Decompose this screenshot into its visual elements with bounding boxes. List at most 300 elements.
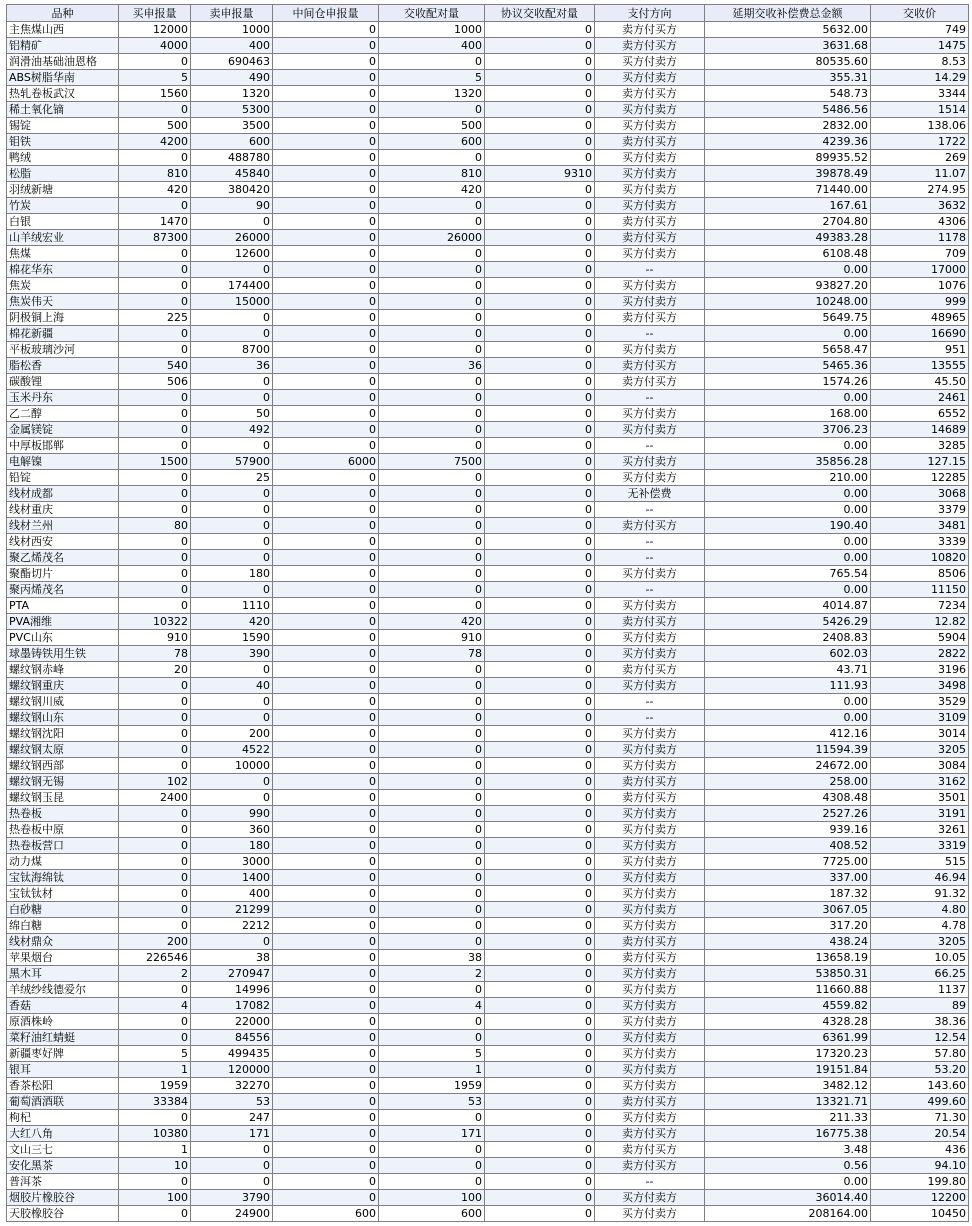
cell-intermediary-qty: 0 xyxy=(273,902,379,918)
cell-intermediary-qty: 0 xyxy=(273,934,379,950)
cell-sell-qty: 0 xyxy=(191,790,273,806)
cell-settlement-price: 515 xyxy=(871,854,969,870)
table-row xyxy=(7,662,969,678)
cell-payment-direction: 买方付卖方 xyxy=(595,726,705,742)
cell-matched-qty: 0 xyxy=(379,598,485,614)
cell-agreement-matched-qty: 0 xyxy=(485,1110,595,1126)
table-row xyxy=(7,1190,969,1206)
cell-matched-qty: 0 xyxy=(379,774,485,790)
cell-sell-qty: 10000 xyxy=(191,758,273,774)
cell-sell-qty: 84556 xyxy=(191,1030,273,1046)
cell-buy-qty: 0 xyxy=(119,854,191,870)
cell-intermediary-qty: 0 xyxy=(273,950,379,966)
cell-matched-qty: 0 xyxy=(379,710,485,726)
cell-intermediary-qty: 0 xyxy=(273,630,379,646)
cell-agreement-matched-qty: 0 xyxy=(485,758,595,774)
cell-sell-qty: 0 xyxy=(191,550,273,566)
cell-settlement-price: 20.54 xyxy=(871,1126,969,1142)
cell-variety: 铅锭 xyxy=(7,470,119,486)
cell-sell-qty: 36 xyxy=(191,358,273,374)
cell-matched-qty: 420 xyxy=(379,182,485,198)
table-row xyxy=(7,806,969,822)
cell-agreement-matched-qty: 0 xyxy=(485,86,595,102)
cell-buy-qty: 0 xyxy=(119,294,191,310)
cell-sell-qty: 0 xyxy=(191,934,273,950)
cell-compensation-total: 4239.36 xyxy=(705,134,871,150)
cell-matched-qty: 810 xyxy=(379,166,485,182)
cell-sell-qty: 247 xyxy=(191,1110,273,1126)
cell-variety: 新疆枣好牌 xyxy=(7,1046,119,1062)
cell-payment-direction: 买方付卖方 xyxy=(595,678,705,694)
cell-sell-qty: 0 xyxy=(191,262,273,278)
cell-variety: 鸭绒 xyxy=(7,150,119,166)
cell-compensation-total: 35856.28 xyxy=(705,454,871,470)
cell-matched-qty: 0 xyxy=(379,918,485,934)
col-header-agreement-matched-qty: 协议交收配对量 xyxy=(485,5,595,22)
cell-settlement-price: 1137 xyxy=(871,982,969,998)
cell-settlement-price: 12200 xyxy=(871,1190,969,1206)
cell-settlement-price: 499.60 xyxy=(871,1094,969,1110)
cell-matched-qty: 0 xyxy=(379,662,485,678)
table-row xyxy=(7,1014,969,1030)
cell-buy-qty: 506 xyxy=(119,374,191,390)
cell-payment-direction: -- xyxy=(595,694,705,710)
cell-sell-qty: 0 xyxy=(191,1174,273,1190)
cell-compensation-total: 1574.26 xyxy=(705,374,871,390)
cell-matched-qty: 0 xyxy=(379,470,485,486)
cell-payment-direction: -- xyxy=(595,710,705,726)
cell-settlement-price: 1514 xyxy=(871,102,969,118)
cell-agreement-matched-qty: 0 xyxy=(485,950,595,966)
cell-payment-direction: 买方付卖方 xyxy=(595,54,705,70)
cell-sell-qty: 1000 xyxy=(191,22,273,38)
cell-buy-qty: 0 xyxy=(119,550,191,566)
cell-payment-direction: 买方付卖方 xyxy=(595,598,705,614)
cell-intermediary-qty: 0 xyxy=(273,982,379,998)
table-row xyxy=(7,1046,969,1062)
cell-agreement-matched-qty: 9310 xyxy=(485,166,595,182)
cell-payment-direction: 卖方付买方 xyxy=(595,1142,705,1158)
table-row xyxy=(7,582,969,598)
cell-payment-direction: 买方付卖方 xyxy=(595,1190,705,1206)
cell-intermediary-qty: 0 xyxy=(273,246,379,262)
cell-agreement-matched-qty: 0 xyxy=(485,534,595,550)
cell-buy-qty: 0 xyxy=(119,1110,191,1126)
cell-settlement-price: 13555 xyxy=(871,358,969,374)
cell-intermediary-qty: 0 xyxy=(273,678,379,694)
cell-variety: 主焦煤山西 xyxy=(7,22,119,38)
table-row xyxy=(7,70,969,86)
table-row xyxy=(7,1142,969,1158)
cell-compensation-total: 317.20 xyxy=(705,918,871,934)
cell-settlement-price: 3319 xyxy=(871,838,969,854)
cell-sell-qty: 499435 xyxy=(191,1046,273,1062)
cell-variety: 松脂 xyxy=(7,166,119,182)
cell-sell-qty: 0 xyxy=(191,582,273,598)
cell-variety: 羊绒纱线德爱尔 xyxy=(7,982,119,998)
cell-settlement-price: 749 xyxy=(871,22,969,38)
table-row xyxy=(7,630,969,646)
cell-agreement-matched-qty: 0 xyxy=(485,774,595,790)
cell-variety: PTA xyxy=(7,598,119,614)
cell-payment-direction: 卖方付买方 xyxy=(595,374,705,390)
cell-variety: 螺纹钢重庆 xyxy=(7,678,119,694)
cell-buy-qty: 200 xyxy=(119,934,191,950)
cell-variety: 菜籽油红蜻蜓 xyxy=(7,1030,119,1046)
cell-matched-qty: 0 xyxy=(379,406,485,422)
cell-variety: 阴极铜上海 xyxy=(7,310,119,326)
cell-buy-qty: 0 xyxy=(119,502,191,518)
table-row xyxy=(7,918,969,934)
cell-agreement-matched-qty: 0 xyxy=(485,854,595,870)
cell-sell-qty: 0 xyxy=(191,710,273,726)
cell-buy-qty: 0 xyxy=(119,678,191,694)
table-row xyxy=(7,102,969,118)
cell-settlement-price: 11.07 xyxy=(871,166,969,182)
cell-agreement-matched-qty: 0 xyxy=(485,678,595,694)
cell-intermediary-qty: 0 xyxy=(273,486,379,502)
cell-agreement-matched-qty: 0 xyxy=(485,246,595,262)
cell-payment-direction: 买方付卖方 xyxy=(595,998,705,1014)
cell-buy-qty: 0 xyxy=(119,262,191,278)
cell-intermediary-qty: 0 xyxy=(273,1030,379,1046)
cell-matched-qty: 0 xyxy=(379,326,485,342)
table-row xyxy=(7,22,969,38)
cell-variety: 焦炭 xyxy=(7,278,119,294)
cell-settlement-price: 94.10 xyxy=(871,1158,969,1174)
cell-payment-direction: 买方付卖方 xyxy=(595,822,705,838)
cell-compensation-total: 17320.23 xyxy=(705,1046,871,1062)
cell-agreement-matched-qty: 0 xyxy=(485,1190,595,1206)
table-row xyxy=(7,566,969,582)
cell-payment-direction: 买方付卖方 xyxy=(595,1046,705,1062)
cell-sell-qty: 0 xyxy=(191,438,273,454)
cell-sell-qty: 0 xyxy=(191,326,273,342)
table-row xyxy=(7,678,969,694)
cell-compensation-total: 765.54 xyxy=(705,566,871,582)
cell-matched-qty: 0 xyxy=(379,1030,485,1046)
cell-agreement-matched-qty: 0 xyxy=(485,54,595,70)
cell-sell-qty: 50 xyxy=(191,406,273,422)
cell-sell-qty: 3000 xyxy=(191,854,273,870)
cell-sell-qty: 200 xyxy=(191,726,273,742)
cell-payment-direction: 卖方付买方 xyxy=(595,614,705,630)
cell-settlement-price: 3632 xyxy=(871,198,969,214)
cell-intermediary-qty: 600 xyxy=(273,1206,379,1222)
cell-payment-direction: 买方付卖方 xyxy=(595,742,705,758)
cell-variety: 热卷板中原 xyxy=(7,822,119,838)
cell-matched-qty: 7500 xyxy=(379,454,485,470)
cell-buy-qty: 0 xyxy=(119,1030,191,1046)
cell-settlement-price: 3344 xyxy=(871,86,969,102)
table-row xyxy=(7,422,969,438)
cell-compensation-total: 208164.00 xyxy=(705,1206,871,1222)
table-row xyxy=(7,1110,969,1126)
cell-payment-direction: 买方付卖方 xyxy=(595,70,705,86)
table-row xyxy=(7,742,969,758)
cell-payment-direction: 卖方付买方 xyxy=(595,950,705,966)
cell-agreement-matched-qty: 0 xyxy=(485,374,595,390)
cell-intermediary-qty: 0 xyxy=(273,710,379,726)
cell-agreement-matched-qty: 0 xyxy=(485,214,595,230)
cell-sell-qty: 3500 xyxy=(191,118,273,134)
table-row xyxy=(7,950,969,966)
cell-compensation-total: 412.16 xyxy=(705,726,871,742)
cell-payment-direction: 卖方付买方 xyxy=(595,790,705,806)
cell-agreement-matched-qty: 0 xyxy=(485,454,595,470)
cell-buy-qty: 0 xyxy=(119,342,191,358)
cell-settlement-price: 8.53 xyxy=(871,54,969,70)
cell-variety: 螺纹钢山东 xyxy=(7,710,119,726)
cell-matched-qty: 1 xyxy=(379,1062,485,1078)
cell-buy-qty: 0 xyxy=(119,982,191,998)
cell-matched-qty: 171 xyxy=(379,1126,485,1142)
cell-settlement-price: 3498 xyxy=(871,678,969,694)
cell-variety: 白砂糖 xyxy=(7,902,119,918)
col-header-sell-qty: 卖申报量 xyxy=(191,5,273,22)
cell-agreement-matched-qty: 0 xyxy=(485,486,595,502)
cell-sell-qty: 24900 xyxy=(191,1206,273,1222)
cell-variety: 原酒株岭 xyxy=(7,1014,119,1030)
table-row xyxy=(7,726,969,742)
cell-buy-qty: 500 xyxy=(119,118,191,134)
cell-matched-qty: 910 xyxy=(379,630,485,646)
cell-settlement-price: 709 xyxy=(871,246,969,262)
cell-payment-direction: 买方付卖方 xyxy=(595,902,705,918)
cell-payment-direction: 卖方付买方 xyxy=(595,662,705,678)
cell-agreement-matched-qty: 0 xyxy=(485,1206,595,1222)
cell-buy-qty: 80 xyxy=(119,518,191,534)
cell-agreement-matched-qty: 0 xyxy=(485,438,595,454)
cell-variety: 绵白糖 xyxy=(7,918,119,934)
cell-buy-qty: 0 xyxy=(119,470,191,486)
cell-variety: 香茶松阳 xyxy=(7,1078,119,1094)
cell-variety: 宝钛钛材 xyxy=(7,886,119,902)
cell-compensation-total: 11660.88 xyxy=(705,982,871,998)
cell-settlement-price: 10450 xyxy=(871,1206,969,1222)
table-row xyxy=(7,1158,969,1174)
table-row xyxy=(7,438,969,454)
cell-payment-direction: 卖方付买方 xyxy=(595,310,705,326)
cell-matched-qty: 0 xyxy=(379,534,485,550)
cell-payment-direction: 卖方付买方 xyxy=(595,86,705,102)
table-row xyxy=(7,870,969,886)
table-row xyxy=(7,134,969,150)
cell-compensation-total: 93827.20 xyxy=(705,278,871,294)
cell-sell-qty: 360 xyxy=(191,822,273,838)
table-row xyxy=(7,598,969,614)
cell-payment-direction: 买方付卖方 xyxy=(595,246,705,262)
cell-buy-qty: 5 xyxy=(119,1046,191,1062)
cell-buy-qty: 100 xyxy=(119,1190,191,1206)
cell-settlement-price: 4306 xyxy=(871,214,969,230)
cell-matched-qty: 0 xyxy=(379,1014,485,1030)
table-row xyxy=(7,54,969,70)
cell-agreement-matched-qty: 0 xyxy=(485,1062,595,1078)
cell-matched-qty: 5 xyxy=(379,1046,485,1062)
cell-compensation-total: 5658.47 xyxy=(705,342,871,358)
cell-variety: 锡锭 xyxy=(7,118,119,134)
cell-matched-qty: 0 xyxy=(379,310,485,326)
cell-variety: 螺纹钢无锡 xyxy=(7,774,119,790)
cell-payment-direction: -- xyxy=(595,582,705,598)
cell-matched-qty: 0 xyxy=(379,54,485,70)
table-row xyxy=(7,1078,969,1094)
table-row xyxy=(7,758,969,774)
cell-intermediary-qty: 0 xyxy=(273,470,379,486)
cell-buy-qty: 420 xyxy=(119,182,191,198)
cell-settlement-price: 53.20 xyxy=(871,1062,969,1078)
cell-variety: 安化黑茶 xyxy=(7,1158,119,1174)
table-row xyxy=(7,822,969,838)
cell-payment-direction: 卖方付买方 xyxy=(595,1126,705,1142)
cell-variety: 螺纹钢太原 xyxy=(7,742,119,758)
cell-payment-direction: 卖方付买方 xyxy=(595,214,705,230)
cell-matched-qty: 0 xyxy=(379,758,485,774)
cell-sell-qty: 1590 xyxy=(191,630,273,646)
cell-matched-qty: 0 xyxy=(379,214,485,230)
table-row xyxy=(7,230,969,246)
cell-settlement-price: 3205 xyxy=(871,934,969,950)
cell-agreement-matched-qty: 0 xyxy=(485,726,595,742)
cell-compensation-total: 355.31 xyxy=(705,70,871,86)
cell-settlement-price: 14.29 xyxy=(871,70,969,86)
cell-settlement-price: 1076 xyxy=(871,278,969,294)
cell-settlement-price: 12.82 xyxy=(871,614,969,630)
cell-buy-qty: 0 xyxy=(119,742,191,758)
cell-settlement-price: 999 xyxy=(871,294,969,310)
cell-matched-qty: 0 xyxy=(379,838,485,854)
cell-buy-qty: 0 xyxy=(119,822,191,838)
cell-compensation-total: 211.33 xyxy=(705,1110,871,1126)
cell-compensation-total: 3067.05 xyxy=(705,902,871,918)
cell-buy-qty: 1560 xyxy=(119,86,191,102)
cell-buy-qty: 0 xyxy=(119,582,191,598)
table-row xyxy=(7,118,969,134)
cell-intermediary-qty: 0 xyxy=(273,502,379,518)
cell-compensation-total: 19151.84 xyxy=(705,1062,871,1078)
table-row xyxy=(7,790,969,806)
table-row xyxy=(7,454,969,470)
cell-intermediary-qty: 0 xyxy=(273,1062,379,1078)
cell-compensation-total: 4328.28 xyxy=(705,1014,871,1030)
cell-sell-qty: 8700 xyxy=(191,342,273,358)
cell-matched-qty: 600 xyxy=(379,134,485,150)
col-header-compensation-total: 延期交收补偿费总金额 xyxy=(705,5,871,22)
cell-agreement-matched-qty: 0 xyxy=(485,342,595,358)
cell-sell-qty: 22000 xyxy=(191,1014,273,1030)
cell-intermediary-qty: 0 xyxy=(273,550,379,566)
cell-compensation-total: 5649.75 xyxy=(705,310,871,326)
cell-variety: 钼铁 xyxy=(7,134,119,150)
cell-sell-qty: 120000 xyxy=(191,1062,273,1078)
table-row xyxy=(7,182,969,198)
cell-settlement-price: 3109 xyxy=(871,710,969,726)
cell-compensation-total: 0.00 xyxy=(705,502,871,518)
cell-matched-qty: 0 xyxy=(379,1110,485,1126)
table-row xyxy=(7,710,969,726)
cell-compensation-total: 0.00 xyxy=(705,582,871,598)
cell-matched-qty: 78 xyxy=(379,646,485,662)
cell-compensation-total: 939.16 xyxy=(705,822,871,838)
cell-buy-qty: 0 xyxy=(119,390,191,406)
table-row xyxy=(7,614,969,630)
table-row xyxy=(7,886,969,902)
cell-sell-qty: 990 xyxy=(191,806,273,822)
cell-buy-qty: 2400 xyxy=(119,790,191,806)
cell-buy-qty: 226546 xyxy=(119,950,191,966)
cell-compensation-total: 3.48 xyxy=(705,1142,871,1158)
cell-variety: 平板玻璃沙河 xyxy=(7,342,119,358)
cell-payment-direction: -- xyxy=(595,326,705,342)
cell-intermediary-qty: 0 xyxy=(273,790,379,806)
cell-settlement-price: 3205 xyxy=(871,742,969,758)
table-row xyxy=(7,998,969,1014)
cell-settlement-price: 3481 xyxy=(871,518,969,534)
table-row xyxy=(7,854,969,870)
cell-buy-qty: 910 xyxy=(119,630,191,646)
cell-payment-direction: 卖方付买方 xyxy=(595,934,705,950)
cell-intermediary-qty: 0 xyxy=(273,134,379,150)
cell-sell-qty: 90 xyxy=(191,198,273,214)
cell-agreement-matched-qty: 0 xyxy=(485,134,595,150)
cell-matched-qty: 53 xyxy=(379,1094,485,1110)
cell-matched-qty: 600 xyxy=(379,1206,485,1222)
cell-matched-qty: 0 xyxy=(379,1174,485,1190)
cell-intermediary-qty: 0 xyxy=(273,262,379,278)
cell-settlement-price: 38.36 xyxy=(871,1014,969,1030)
cell-intermediary-qty: 0 xyxy=(273,646,379,662)
cell-variety: 苹果烟台 xyxy=(7,950,119,966)
cell-payment-direction: 买方付卖方 xyxy=(595,1206,705,1222)
cell-sell-qty: 174400 xyxy=(191,278,273,294)
cell-buy-qty: 0 xyxy=(119,102,191,118)
cell-payment-direction: 买方付卖方 xyxy=(595,566,705,582)
cell-intermediary-qty: 0 xyxy=(273,534,379,550)
cell-payment-direction: -- xyxy=(595,534,705,550)
cell-agreement-matched-qty: 0 xyxy=(485,550,595,566)
cell-intermediary-qty: 0 xyxy=(273,358,379,374)
settlement-table xyxy=(6,4,969,1222)
cell-agreement-matched-qty: 0 xyxy=(485,470,595,486)
cell-payment-direction: 卖方付买方 xyxy=(595,518,705,534)
cell-settlement-price: 1722 xyxy=(871,134,969,150)
cell-agreement-matched-qty: 0 xyxy=(485,646,595,662)
cell-payment-direction: 买方付卖方 xyxy=(595,470,705,486)
cell-matched-qty: 0 xyxy=(379,550,485,566)
cell-compensation-total: 111.93 xyxy=(705,678,871,694)
cell-sell-qty: 600 xyxy=(191,134,273,150)
cell-sell-qty: 488780 xyxy=(191,150,273,166)
cell-variety: 棉花新疆 xyxy=(7,326,119,342)
cell-settlement-price: 3285 xyxy=(871,438,969,454)
cell-matched-qty: 38 xyxy=(379,950,485,966)
cell-sell-qty: 420 xyxy=(191,614,273,630)
cell-settlement-price: 3191 xyxy=(871,806,969,822)
cell-agreement-matched-qty: 0 xyxy=(485,630,595,646)
cell-compensation-total: 602.03 xyxy=(705,646,871,662)
cell-compensation-total: 0.00 xyxy=(705,326,871,342)
cell-agreement-matched-qty: 0 xyxy=(485,694,595,710)
cell-payment-direction: -- xyxy=(595,550,705,566)
cell-intermediary-qty: 0 xyxy=(273,1094,379,1110)
cell-buy-qty: 2 xyxy=(119,966,191,982)
cell-matched-qty: 0 xyxy=(379,934,485,950)
col-header-matched-qty: 交收配对量 xyxy=(379,5,485,22)
cell-sell-qty: 490 xyxy=(191,70,273,86)
cell-sell-qty: 2212 xyxy=(191,918,273,934)
cell-compensation-total: 5486.56 xyxy=(705,102,871,118)
